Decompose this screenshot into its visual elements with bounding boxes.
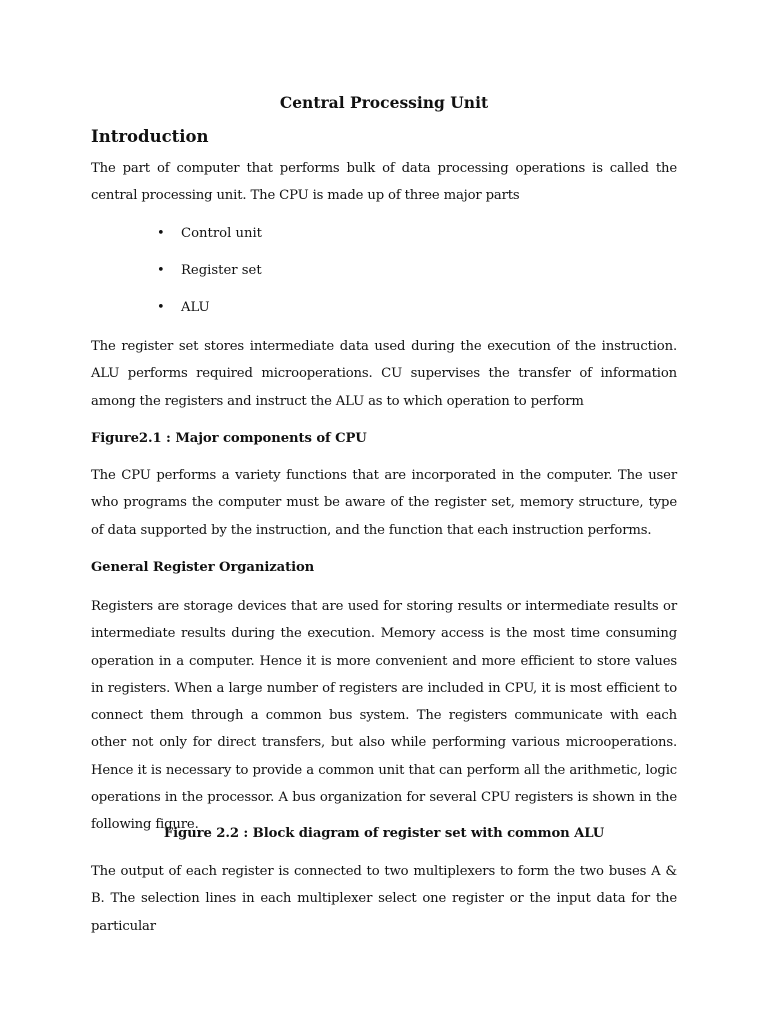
list-item — [157, 259, 262, 296]
section-heading-introduction: Introduction — [91, 127, 209, 146]
cpu-parts-list — [157, 222, 262, 333]
figure-2-2-caption: Figure 2.2 : Block diagram of register set with common ALU — [163, 826, 605, 841]
cpu-functions-paragraph: The CPU performs a variety functions that are incorporated in the computer. The user who programs the computer must be aware of the register set, memory structure, type of data supported by the instruction, and the function that each instruction performs. — [91, 468, 677, 538]
list-item-label: Control unit — [181, 226, 262, 241]
bullet-icon: • — [157, 300, 165, 315]
bullet-icon: • — [157, 226, 165, 241]
general-register-organization-heading: General Register Organization — [91, 560, 315, 575]
register-set-paragraph: The register set stores intermediate data used during the execution of the instruction. ALU performs required microoperations. CU supervises the transfer of information among the registers and instruct the ALU as to which operation to perform — [91, 339, 677, 409]
bullet-icon: • — [157, 263, 165, 278]
intro-paragraph: The part of computer that performs bulk of data processing operations is called the central processing unit. The CPU is made up of three major parts — [91, 161, 677, 204]
list-item — [157, 296, 262, 333]
registers-paragraph: Registers are storage devices that are used for storing results or intermediate results or intermediate results during the execution. Memory access is the most time consuming operation in a computer. Hence it is more convenient and more efficient to store values in registers. When a large number of registers are included in CPU, it is most efficient to connect them through a common bus system. The registers communicate with each other not only for direct transfers, but also while performing various microoperations. Hence it is necessary to provide a common unit that can perform all the arithmetic, logic operations in the processor. A bus organization for several CPU registers is shown in the following figure. — [91, 599, 677, 833]
page-title: Central Processing Unit — [279, 93, 489, 112]
figure-2-1-caption: Figure2.1 : Major components of CPU — [91, 431, 367, 446]
list-item-label: Register set — [181, 263, 262, 278]
list-item — [157, 222, 262, 259]
list-item-label: ALU — [181, 300, 210, 315]
multiplexers-paragraph: The output of each register is connected to two multiplexers to form the two buses A & B. The selection lines in each multiplexer select one register or the input data for the particular — [91, 864, 677, 934]
